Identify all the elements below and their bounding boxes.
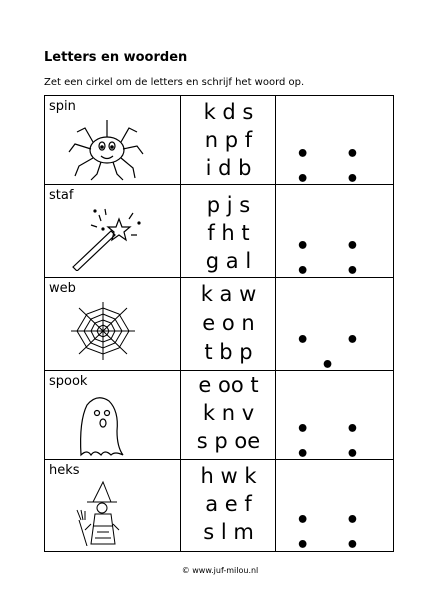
letter-line: f h t [207,221,250,245]
letters-cell [181,185,276,277]
word-label: web [49,281,76,296]
word-label: heks [49,463,80,478]
letter-line: a e f [205,492,252,516]
letter-line: h w k [200,464,257,488]
spider-web-icon [57,298,147,364]
letters-cell [181,371,276,459]
worksheet-instruction: Zet een cirkel om de letters en schrijf het woord op. [44,77,305,88]
picture-cell [45,96,181,184]
answer-dots: • • • • [295,508,374,558]
answer-cell[interactable] [276,460,393,558]
letter-line: e oo t [198,373,259,397]
table-row-heks [45,459,393,558]
answer-dots: • • • • [295,142,374,192]
answer-dots: • • • • [295,234,374,284]
witch-icon [57,480,147,546]
table-row-web [45,277,393,378]
letter-line: k d s [203,100,254,124]
footer-copyright: © www.juf-milou.nl [181,566,259,575]
letter-line: n p f [204,128,253,152]
letter-line: k a w [200,282,257,306]
table-row-spook [45,370,393,467]
spider-icon [57,116,147,182]
worksheet-table [44,95,394,558]
word-label: spook [49,374,88,389]
magic-wand-icon [57,205,147,271]
answer-dots: • • • • [295,417,374,467]
table-row-staf [45,184,393,284]
word-label: staf [49,188,74,203]
picture-cell [45,278,181,370]
letter-line: t b p [204,340,253,364]
answer-cell[interactable] [276,185,393,284]
picture-cell [45,185,181,277]
letters-cell [181,460,276,551]
ghost-icon [57,391,147,457]
picture-cell [45,460,181,551]
letter-line: g a l [205,249,252,273]
answer-cell[interactable] [276,96,393,192]
answer-cell[interactable] [276,371,393,467]
letters-cell [181,96,276,184]
answer-dots: • • • [295,328,374,378]
letter-line: e o n [202,311,255,335]
word-label: spin [49,99,76,114]
picture-cell [45,371,181,459]
worksheet-title: Letters en woorden [44,50,188,65]
table-row-spin [45,96,393,192]
letter-line: s l m [203,520,254,544]
letter-line: i d b [205,156,252,180]
answer-cell[interactable] [276,278,393,378]
letter-line: p j s [206,193,251,217]
letters-cell [181,278,276,370]
letter-line: s p oe [196,429,261,453]
letter-line: k n v [202,401,255,425]
